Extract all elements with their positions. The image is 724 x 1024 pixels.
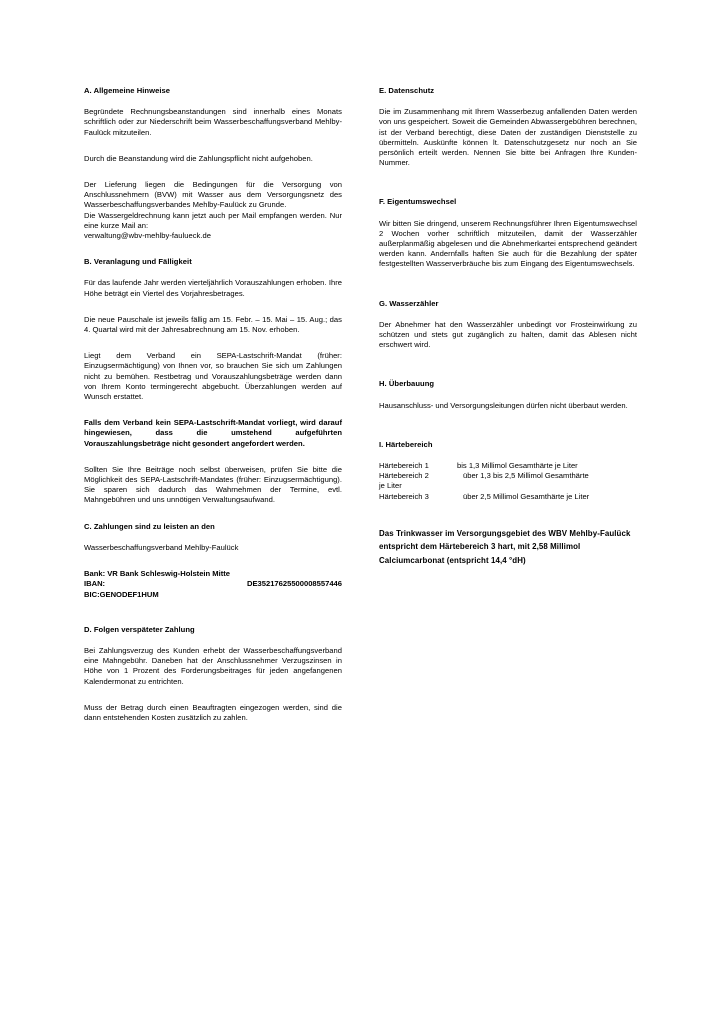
iban-value: DE35217625500008557446 [246,579,342,589]
bank-details [84,569,342,600]
two-column-layout [0,86,724,733]
right-column [379,86,637,568]
section-heading-e: E. Datenschutz [379,86,435,95]
section-heading-b: B. Veranlagung und Fälligkeit [84,257,192,267]
contact-email[interactable]: verwaltung@wbv-mehlby-faulueck.de [84,231,211,241]
section-a-paragraph-1: Begründete Rechnungsbeanstandungen sind innerhalb eines Monats schriftlich oder zur Niederschrift beim Wasserbeschaffungsverband Mehlby-Faulück mitzuteilen. [84,107,342,137]
section-h-paragraph-1: Hausanschluss- und Versorgungsleitungen dürfen nicht überbaut werden. [379,400,628,410]
spacer [379,178,637,197]
section-a-paragraph-4: Die Wassergeldrechnung kann jetzt auch per Mail empfangen werden. Nur eine kurze Mail an: [84,210,342,230]
section-heading-f: F. Eigentumswechsel [379,197,457,207]
section-b-paragraph-5: Sollten Sie Ihre Beiträge noch selbst überweisen, prüfen Sie bitte die Möglichkeit des SEPA-Lastschrift-Mandates (früher: Einzugsermächtigung). Sie sparen sich dadurch das Wahrnehmen der Termine, evtl. Mahngebühren und uns unnötigen Verwaltungsaufwand. [84,464,342,505]
section-b-paragraph-1: Für das laufende Jahr werden vierteljährlich Vorauszahlungen erhoben. Ihre Höhe beträgt ein Viertel des Vorjahresbetrages. [84,278,342,298]
spacer [379,280,637,299]
section-e-paragraph-1: Die im Zusammenhang mit Ihrem Wasserbezug anfallenden Daten werden von uns gespeichert. Soweit die Gemeinden Abwassergebühren berechnen, ist der Verband berechtigt, diese Daten der zuständigen Dienststelle zu übermitteln. Auskünfte können lt. Datenschutzgesetz nur noch an Sie persönlich erteilt werden. Nennen Sie bitte bei Anfragen Ihre Kunden-Nummer. [379,107,637,168]
bic-value: BIC:GENODEF1HUM [84,589,159,599]
section-a-paragraph-3: Der Lieferung liegen die Bedingungen für die Versorgung von Anschlussnehmern (BVW) mit Wasser aus dem Versorgungsnetz des Wasserbeschaffungsverbandes Mehlby-Faulück zu Grunde. [84,180,342,210]
bank-name-row [84,569,342,579]
hardness-label: Härtebereich 1 [379,461,429,471]
spacer [379,360,637,379]
section-b-paragraph-3: Liegt dem Verband ein SEPA-Lastschrift-Mandat (früher: Einzugsermächtigung) von Ihnen vor, so brauchen Sie sich um Zahlungen nicht zu bemühen. Restbetrag und Vorauszahlungsbeträge werden dann von Ihrem Konto termingerecht abgebucht. Überzahlungen werden auf Wunsch erstattet. [84,351,342,402]
hardness-value: über 2,5 Millimol Gesamthärte je Liter [463,491,590,501]
hardness-value-continuation: je Liter [379,481,402,491]
section-heading-d: D. Folgen verspäteter Zahlung [84,624,195,634]
bic-row [84,590,342,600]
iban-row [84,579,342,589]
left-column [84,86,342,733]
section-heading-g: G. Wasserzähler [379,298,439,308]
hardness-row [379,492,637,502]
hardness-row [379,471,637,481]
section-heading-h: H. Überbauung [379,379,435,389]
hardness-range-list [379,461,637,502]
section-d-paragraph-1: Bei Zahlungsverzug des Kunden erhebt der Wasserbeschaffungsverband eine Mahngebühr. Daneben hat der Anschlussnehmer Verzugszinsen in Höhe von 1 Prozent des Forderungsbeitrages für jeden angefangenen Kalendermonat zu entrichten. [84,645,342,686]
payment-recipient: Wasserbeschaffungsverband Mehlby-Faulück [84,542,239,552]
bank-name: Bank: VR Bank Schleswig-Holstein Mitte [84,569,230,579]
hardness-row [379,461,637,471]
hardness-label: Härtebereich 3 [379,491,429,501]
spacer [379,421,637,440]
section-heading-c: C. Zahlungen sind zu leisten an den [84,521,215,531]
drinking-water-hardness-note: Das Trinkwasser im Versorgungsgebiet des WBV Mehlby-Faulück entspricht dem Härtebereich 3 hart, mit 2,58 Millimol Calciumcarbonat (entspricht 14,4 °dH) [379,528,631,566]
spacer [84,600,342,625]
section-heading-i: I. Härtebereich [379,439,433,449]
section-d-paragraph-2: Muss der Betrag durch einen Beauftragten eingezogen werden, sind die dann entstehenden Kosten zusätzlich zu zahlen. [84,702,342,722]
spacer [379,502,637,527]
section-f-paragraph-1: Wir bitten Sie dringend, unserem Rechnungsführer Ihren Eigentumswechsel 2 Wochen vorher schriftlich mitzuteilen, damit der Wasserzähler außerplanmäßig abgelesen und die Abnehmerkartei entsprechend geändert werden kann. Andernfalls haften Sie auch für die Bezahlung der später festgestellten Wasserverbräuche bis zum Eingang des Eigentumswechsels. [379,218,637,269]
hardness-value: bis 1,3 Millimol Gesamthärte je Liter [457,461,578,471]
section-b-paragraph-4-bold: Falls dem Verband kein SEPA-Lastschrift-Mandat vorliegt, wird darauf hingewiesen, dass die umstehend aufgeführten Vorauszahlungsbeträge nicht gesondert angefordert werden. [84,418,342,448]
hardness-value: über 1,3 bis 2,5 Millimol Gesamthärte [463,471,589,481]
section-a-paragraph-2: Durch die Beanstandung wird die Zahlungspflicht nicht aufgehoben. [84,153,313,163]
iban-label: IBAN: [84,579,106,589]
hardness-label: Härtebereich 2 [379,471,429,481]
section-heading-a: A. Allgemeine Hinweise [84,86,171,95]
section-b-paragraph-2: Die neue Pauschale ist jeweils fällig am 15. Febr. – 15. Mai – 15. Aug.; das 4. Quartal wird mit der Jahresabrechnung am 15. Nov. erhoben. [84,314,342,335]
section-g-paragraph-1: Der Abnehmer hat den Wasserzähler unbedingt vor Frosteinwirkung zu schützen und stets gut zugänglich zu halten, damit das Ablesen nicht erschwert wird. [379,319,637,350]
